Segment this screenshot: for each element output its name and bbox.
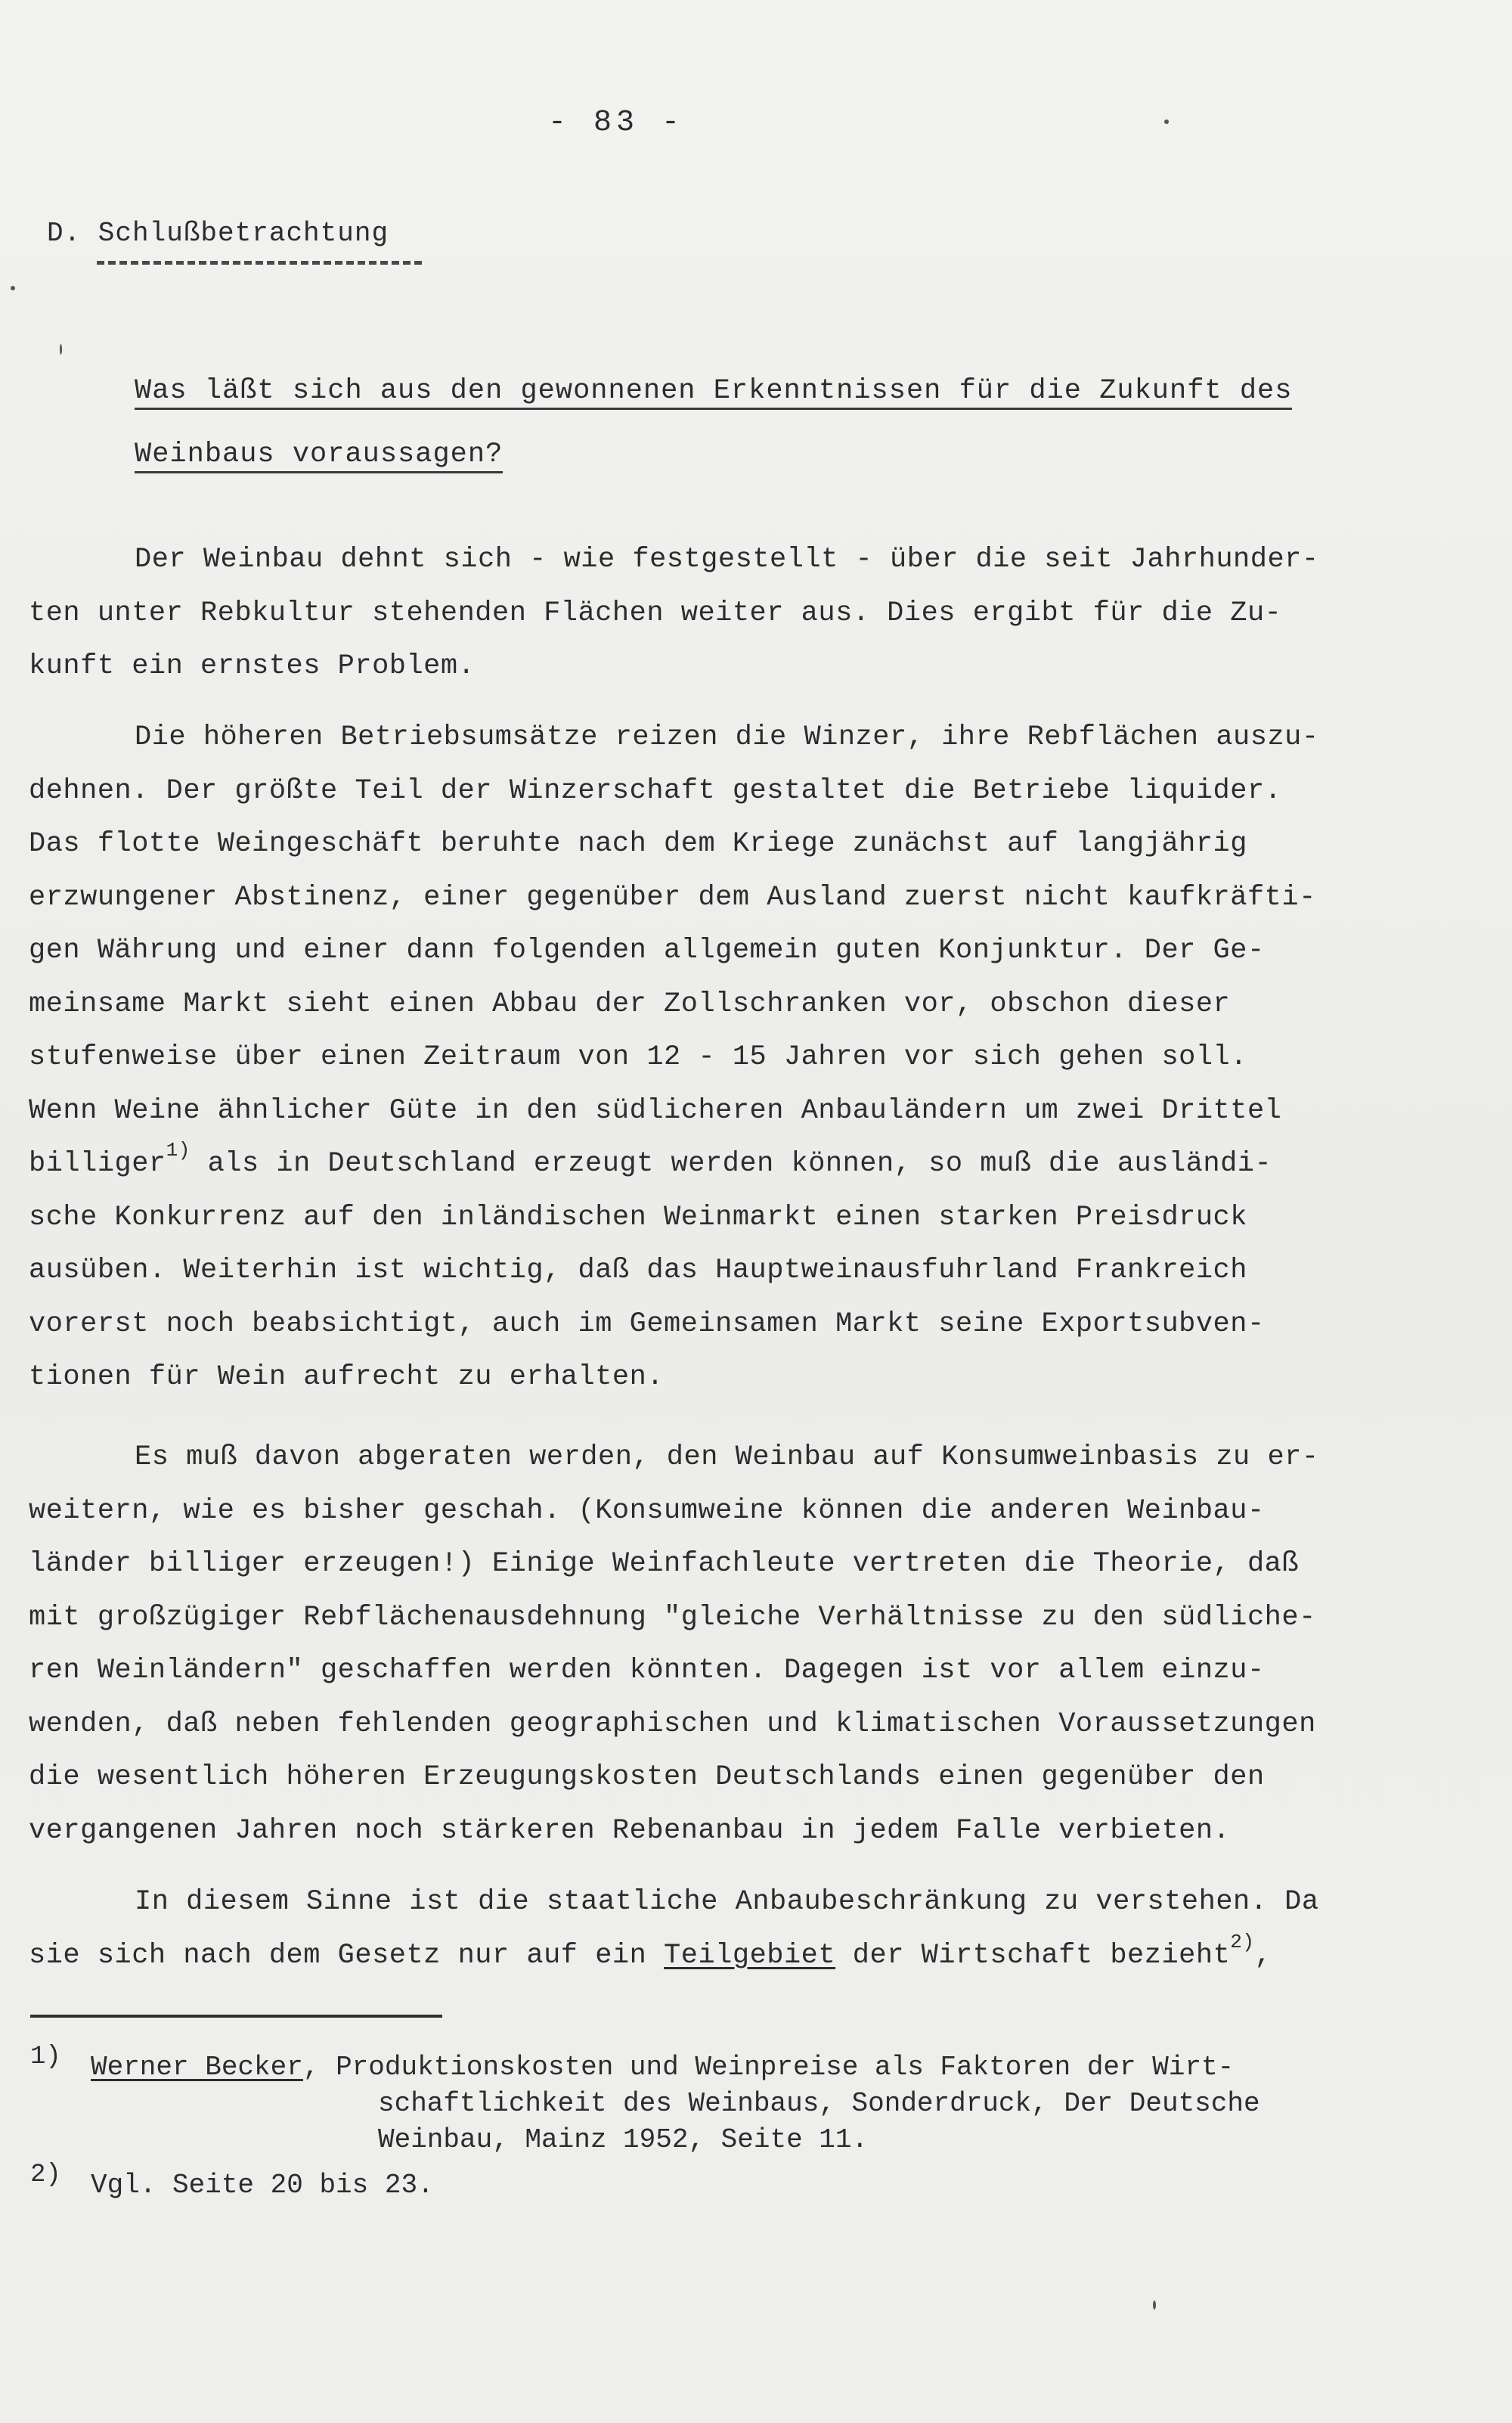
emphasized-term: Teilgebiet (664, 1939, 836, 1972)
footnote-marker: 1) (30, 2043, 61, 2071)
text-line: gen Währung und einer dann folgenden allgemein guten Konjunktur. Der Ge- (29, 935, 1265, 966)
footnote-ref-2[interactable]: 2) (1230, 1930, 1255, 1953)
paragraph-4 (29, 1875, 1480, 1982)
footnote-2 (30, 2161, 1482, 2204)
scan-speck (1164, 119, 1169, 124)
text-fragment: sie sich nach dem Gesetz nur auf ein (29, 1939, 665, 1972)
footnote-separator (30, 2015, 442, 2018)
text-line: Die höheren Betriebsumsätze reizen die Winzer, ihre Rebflächen auszu- (135, 721, 1319, 753)
text-fragment: , Produktionskosten und Weinpreise als Faktoren der Wirt- (302, 2052, 1235, 2083)
scan-speck (60, 344, 62, 355)
paragraph-3 (29, 1431, 1480, 1857)
heading-underline (97, 261, 422, 265)
footnote-line (91, 2049, 1482, 2086)
text-line: mit großzügiger Rebflächenausdehnung "gleiche Verhältnisse zu den südliche- (29, 1601, 1316, 1633)
text-line: sche Konkurrenz auf den inländischen Weinmarkt einen starken Preisdruck (29, 1201, 1247, 1233)
text-line: erzwungener Abstinenz, einer gegenüber dem Ausland zuerst nicht kaufkräfti- (29, 881, 1316, 914)
question-heading (135, 363, 1420, 490)
footnote-1 (30, 2043, 1482, 2158)
text-line-with-footnote-ref (29, 1929, 1480, 1983)
footnote-line: Weinbau, Mainz 1952, Seite 11. (378, 2124, 869, 2155)
text-line: tionen für Wein aufrecht zu erhalten. (29, 1361, 665, 1393)
text-line: stufenweise über einen Zeitraum von 12 - 15 Jahren vor sich gehen soll. (29, 1041, 1247, 1073)
footnote-marker: 2) (30, 2161, 61, 2189)
footnote-text (30, 2167, 1482, 2204)
text-fragment: , (1254, 1939, 1272, 1972)
text-line: meinsame Markt sieht einen Abbau der Zollschranken vor, obschon dieser (29, 988, 1231, 1020)
text-line: weitern, wie es bisher geschah. (Konsumweine können die anderen Weinbau- (29, 1494, 1265, 1527)
text-line: ren Weinländern" geschaffen werden könnten. Dagegen ist vor allem einzu- (29, 1655, 1265, 1686)
text-line: Der Weinbau dehnt sich - wie festgestellt - über die seit Jahrhunder- (135, 544, 1319, 576)
text-line: die wesentlich höheren Erzeugungskosten Deutschlands einen gegenüber den (29, 1761, 1265, 1793)
text-line: ausüben. Weiterhin ist wichtig, daß das Hauptweinausfuhrland Frankreich (29, 1255, 1247, 1286)
footnote-text (30, 2049, 1482, 2158)
text-line: wenden, daß neben fehlenden geographischen und klimatischen Voraussetzungen (29, 1708, 1316, 1740)
footnote-line: Vgl. Seite 20 bis 23. (91, 2170, 434, 2201)
footnote-line: schaftlichkeit des Weinbaus, Sonderdruck, Der Deutsche (378, 2088, 1260, 2119)
text-fragment: als in Deutschland erzeugt werden können, so muß die ausländi- (190, 1148, 1272, 1180)
text-line: dehnen. Der größte Teil der Winzerschaft gestaltet die Betriebe liquider. (29, 774, 1282, 807)
text-line: länder billiger erzeugen!) Einige Weinfachleute vertreten die Theorie, daß (29, 1548, 1300, 1580)
footnote-author: Werner Becker (91, 2052, 303, 2083)
text-line-with-footnote-ref (29, 1137, 1480, 1191)
footnotes (30, 2043, 1482, 2213)
text-line: Wenn Weine ähnlicher Güte in den südlicheren Anbauländern um zwei Drittel (29, 1094, 1282, 1127)
text-line: ten unter Rebkultur stehenden Flächen weiter aus. Dies ergibt für die Zu- (29, 597, 1282, 629)
question-line-2: Weinbaus voraussagen? (135, 438, 503, 473)
text-line: Das flotte Weingeschäft beruhte nach dem Kriege zunächst auf langjährig (29, 828, 1247, 860)
text-fragment: billiger (29, 1148, 166, 1180)
scan-speck (1153, 2300, 1156, 2310)
text-fragment: der Wirtschaft bezieht (835, 1939, 1231, 1972)
text-line: vergangenen Jahren noch stärkeren Rebenanbau in jedem Falle verbieten. (29, 1814, 1231, 1847)
scan-speck (11, 286, 15, 290)
text-line: kunft ein ernstes Problem. (29, 650, 476, 682)
text-line: vorerst noch beabsichtigt, auch im Gemeinsamen Markt seine Exportsubven- (29, 1308, 1265, 1340)
section-heading: D. Schlußbetrachtung (47, 218, 389, 249)
footnote-ref-1[interactable]: 1) (166, 1139, 191, 1162)
page-number: - 83 - (547, 106, 685, 140)
question-line-1: Was läßt sich aus den gewonnenen Erkenntnissen für die Zukunft des (135, 374, 1292, 410)
text-line: In diesem Sinne ist die staatliche Anbaubeschränkung zu verstehen. Da (135, 1886, 1319, 1918)
text-line: Es muß davon abgeraten werden, den Weinbau auf Konsumweinbasis zu er- (135, 1441, 1319, 1473)
paragraph-2 (29, 711, 1480, 1404)
paragraph-1 (29, 533, 1480, 693)
